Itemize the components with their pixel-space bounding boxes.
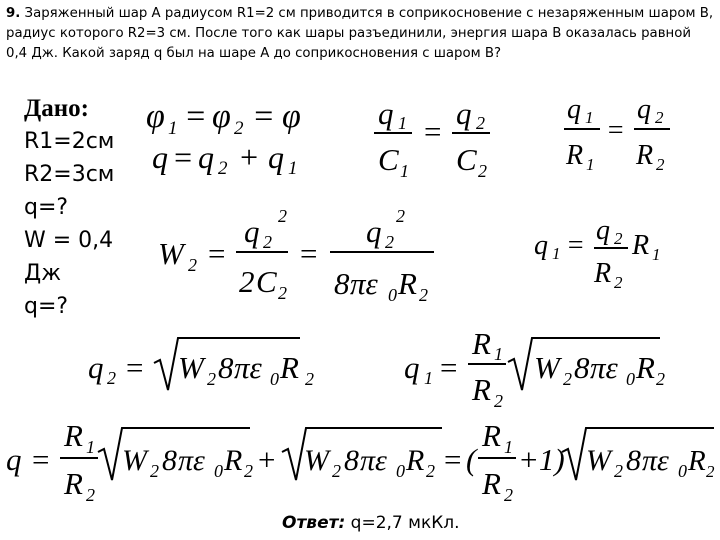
svg-text:0: 0 (270, 369, 279, 389)
svg-text:+1): +1) (518, 442, 565, 477)
svg-text:q: q (6, 442, 22, 477)
svg-text:8: 8 (626, 444, 641, 477)
svg-text:R: R (472, 372, 491, 407)
svg-text:C: C (256, 264, 277, 299)
svg-text:+: + (256, 442, 277, 477)
svg-text:πε: πε (178, 444, 205, 477)
svg-text:2: 2 (278, 206, 287, 226)
given-line-w: W = 0,4 (24, 228, 114, 253)
svg-text:1: 1 (552, 244, 561, 263)
svg-text:2: 2 (263, 232, 272, 252)
svg-text:=: = (184, 98, 207, 135)
svg-text:R: R (482, 418, 501, 453)
svg-text:=: = (606, 115, 625, 146)
svg-text:2: 2 (563, 369, 572, 389)
svg-text:C: C (378, 142, 399, 177)
svg-text:8: 8 (218, 350, 234, 385)
given-line-r2: R2=3см (24, 162, 115, 187)
given-line-find: q=? (24, 294, 69, 319)
svg-text:q: q (637, 94, 651, 125)
equation-q1-sqrt (404, 326, 665, 411)
svg-text:2: 2 (150, 461, 159, 481)
equation-q2-sqrt (88, 338, 314, 390)
svg-text:R: R (636, 140, 654, 171)
svg-text:W: W (586, 444, 611, 477)
svg-text:0: 0 (396, 461, 405, 481)
svg-text:R: R (632, 230, 650, 261)
svg-text:8: 8 (344, 444, 359, 477)
svg-text:πε: πε (360, 444, 387, 477)
svg-text:πε: πε (234, 350, 262, 385)
svg-text:0: 0 (214, 461, 223, 481)
svg-text:R: R (280, 350, 299, 385)
svg-text:q: q (152, 139, 168, 175)
svg-text:1: 1 (586, 155, 595, 174)
svg-text:=: = (566, 230, 585, 261)
svg-text:2: 2 (218, 158, 228, 179)
problem-text: Заряженный шар А радиусом R1=2 см приводится в соприкосновение с незаряженным шаром В, радиус которого R2=3 см. После того как шары разъединили, энергия шара В оказалась равной 0,4 Дж. Какой заряд q был на шаре А до соприкосновения с шаром В? (6, 6, 714, 61)
svg-text:q: q (404, 350, 420, 385)
svg-text:1: 1 (424, 368, 433, 388)
svg-text:=: = (206, 236, 227, 271)
svg-text:8: 8 (162, 444, 177, 477)
svg-text:1: 1 (86, 437, 95, 457)
svg-text:8: 8 (334, 266, 350, 301)
svg-text:q: q (244, 214, 260, 249)
svg-text:q: q (88, 350, 104, 385)
equation-radius-ratio (564, 94, 670, 174)
problem-number: 9. (6, 6, 21, 21)
svg-text:=: = (172, 139, 194, 175)
equation-energy (158, 206, 434, 305)
svg-text:R: R (406, 444, 425, 477)
svg-text:q: q (567, 94, 581, 125)
svg-text:2: 2 (478, 161, 487, 181)
svg-text:0: 0 (626, 369, 635, 389)
svg-text:2: 2 (332, 461, 341, 481)
equation-q1-from-q2 (534, 215, 661, 292)
svg-text:=: = (30, 442, 51, 477)
svg-text:=: = (438, 350, 459, 385)
svg-text:W: W (158, 236, 184, 271)
svg-text:1: 1 (400, 161, 409, 181)
svg-text:2: 2 (188, 255, 197, 275)
svg-text:1: 1 (494, 344, 503, 364)
svg-text:1: 1 (585, 108, 594, 127)
svg-text:πε: πε (642, 444, 669, 477)
svg-text:R: R (566, 140, 584, 171)
svg-text:2: 2 (614, 273, 623, 292)
svg-text:R: R (472, 326, 491, 361)
given-line-q: q=? (24, 195, 69, 220)
svg-text:1: 1 (398, 113, 407, 133)
svg-text:2: 2 (396, 206, 405, 226)
svg-text:=: = (422, 114, 443, 149)
svg-text:R: R (594, 258, 612, 289)
svg-text:2: 2 (419, 285, 428, 305)
svg-text:2: 2 (655, 108, 664, 127)
svg-text:q: q (456, 96, 472, 131)
equation-final (6, 418, 715, 505)
given-line-w-unit: Дж (24, 261, 62, 286)
svg-text:2: 2 (614, 461, 623, 481)
svg-text:2: 2 (107, 368, 116, 388)
svg-text:1: 1 (652, 245, 661, 264)
equation-potentials (146, 98, 301, 139)
svg-text:0: 0 (388, 285, 397, 305)
given-title: Дано: (24, 95, 89, 122)
svg-text:2: 2 (614, 229, 623, 248)
svg-text:2: 2 (706, 462, 715, 481)
svg-text:0: 0 (678, 461, 687, 481)
svg-text:q: q (596, 215, 610, 246)
svg-text:2: 2 (426, 461, 435, 481)
svg-text:1: 1 (288, 158, 298, 179)
svg-text:=: = (442, 442, 463, 477)
svg-text:q: q (534, 230, 548, 261)
svg-text:2: 2 (207, 369, 216, 389)
svg-text:2: 2 (476, 113, 485, 133)
svg-text:2: 2 (239, 264, 255, 299)
answer (282, 513, 460, 533)
svg-text:πε: πε (350, 266, 378, 301)
svg-text:W: W (178, 350, 204, 385)
svg-text:2: 2 (86, 485, 95, 505)
svg-text:2: 2 (305, 369, 314, 389)
svg-text:+: + (238, 139, 260, 175)
svg-text:q: q (268, 139, 284, 175)
svg-text:φ: φ (212, 98, 231, 135)
svg-text:C: C (456, 142, 477, 177)
svg-text:1: 1 (504, 437, 513, 457)
svg-text:2: 2 (385, 232, 394, 252)
svg-text:2: 2 (494, 391, 503, 411)
svg-text:2: 2 (656, 369, 665, 389)
given-line-r1: R1=2см (24, 129, 115, 154)
svg-text:q: q (378, 96, 394, 131)
svg-text:R: R (64, 466, 83, 501)
equation-capacitance-ratio (374, 96, 490, 181)
svg-text:W: W (122, 444, 147, 477)
svg-text:φ: φ (146, 98, 165, 135)
svg-text:W: W (304, 444, 329, 477)
svg-text:R: R (398, 266, 417, 301)
svg-text:=: = (252, 98, 275, 135)
svg-text:2: 2 (234, 118, 244, 139)
svg-text:1: 1 (168, 118, 178, 139)
svg-text:2: 2 (504, 485, 513, 505)
svg-text:φ: φ (282, 98, 301, 135)
svg-text:R: R (224, 444, 243, 477)
svg-text:(: ( (466, 442, 477, 477)
svg-text:R: R (636, 350, 655, 385)
svg-text:R: R (64, 418, 83, 453)
svg-text:W: W (534, 350, 560, 385)
svg-text:8: 8 (574, 350, 590, 385)
svg-text:q: q (198, 139, 214, 175)
answer-label: Ответ: (282, 513, 346, 533)
svg-text:2: 2 (656, 155, 665, 174)
svg-text:πε: πε (590, 350, 618, 385)
svg-text:=: = (124, 350, 145, 385)
svg-text:R: R (482, 466, 501, 501)
svg-text:2: 2 (278, 283, 287, 303)
svg-text:2: 2 (244, 461, 253, 481)
equation-charge-sum (152, 139, 298, 179)
svg-text:R: R (688, 445, 706, 477)
svg-text:q: q (366, 214, 382, 249)
answer-value: q=2,7 мкКл. (350, 513, 460, 533)
svg-text:=: = (298, 236, 319, 271)
